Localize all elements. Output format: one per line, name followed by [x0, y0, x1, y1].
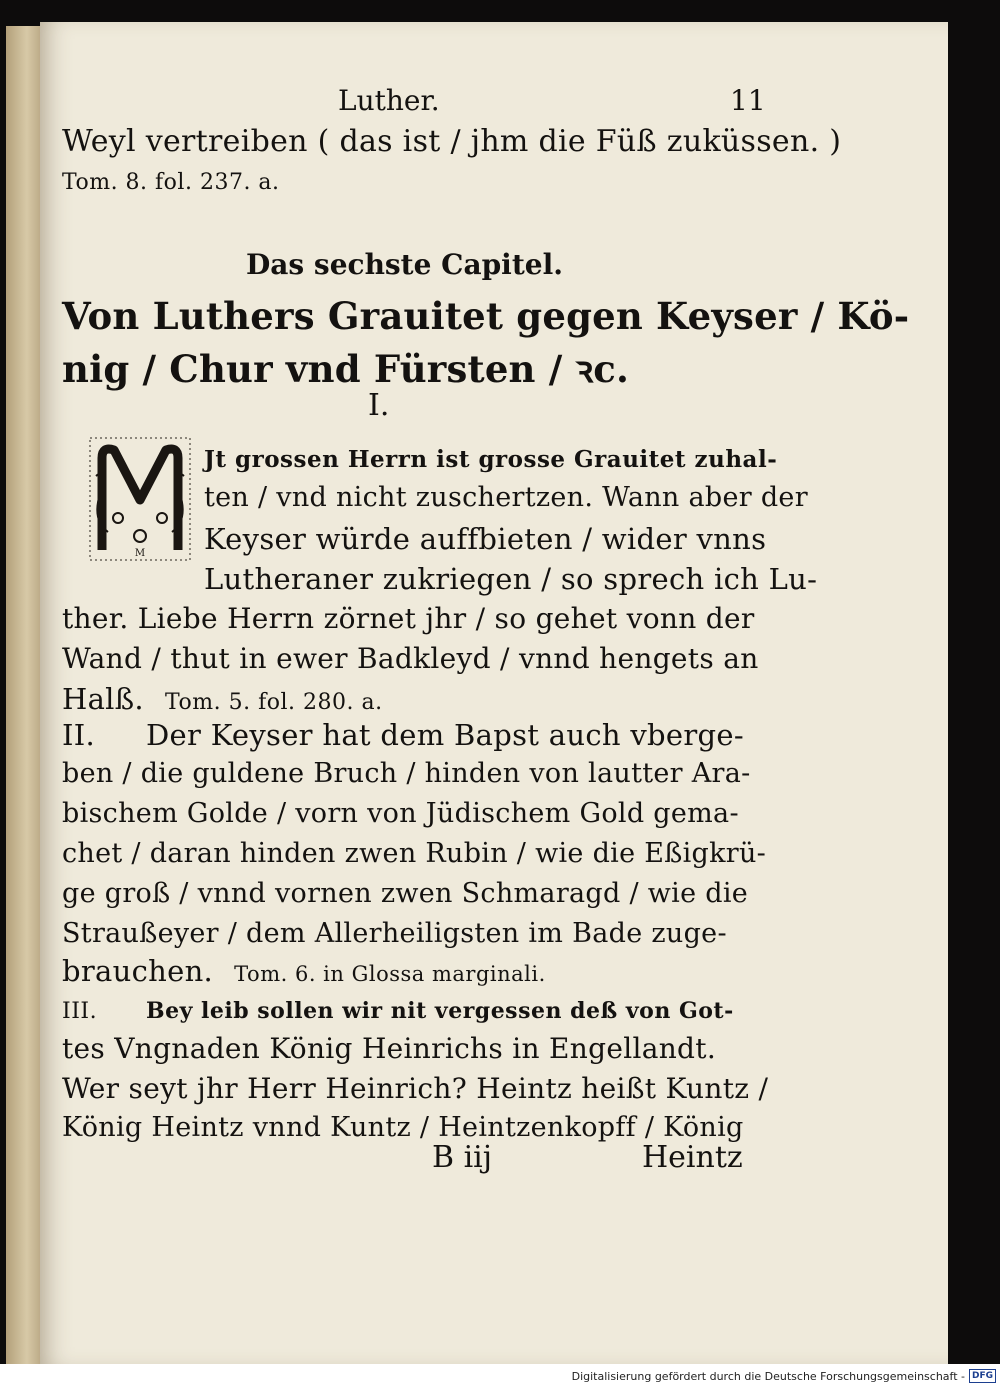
running-head: Luther.: [338, 84, 440, 117]
text-line: chet / daran hinden zwen Rubin / wie die Eßigkrü-: [62, 838, 767, 869]
text-line: Weyl vertreiben ( das ist / jhm die Füß zuküssen. ): [62, 124, 842, 159]
chapter-label: Das sechste Capitel.: [246, 248, 563, 281]
credit-text: Digitalisierung gefördert durch die Deutsche Forschungsgemeinschaft -: [571, 1369, 965, 1383]
text-line: Wer seyt jhr Herr Heinrich? Heintz heißt Kuntz /: [62, 1072, 769, 1105]
paragraph-line: [62, 718, 744, 752]
text-line: ther. Liebe Herrn zörnet jhr / so gehet vonn der: [62, 602, 755, 635]
paragraph-numeral: III.: [62, 999, 98, 1024]
svg-text:M: M: [134, 548, 146, 559]
text-line: Keyser würde auffbieten / wider vnns: [204, 522, 767, 556]
text-line: Der Keyser hat dem Bapst auch vberge-: [146, 718, 744, 752]
text-line: brauchen.: [62, 954, 214, 988]
reference: Tom. 6. in Glossa marginali.: [234, 962, 546, 986]
paragraph-line: [62, 998, 734, 1024]
text-line: Straußeyer / dem Allerheiligsten im Bade zuge-: [62, 918, 727, 949]
text-line: Jt grossen Herrn ist grosse Grauitet zuhal-: [204, 446, 778, 473]
chapter-title-line: nig / Chur vnd Fürsten / ꝛc.: [62, 347, 630, 391]
text-line: Wand / thut in ewer Badkleyd / vnnd hengets an: [62, 642, 759, 675]
chapter-title-line: Von Luthers Grauitet gegen Keyser / Kö-: [62, 294, 910, 338]
reference: Tom. 5. fol. 280. a.: [165, 690, 383, 715]
text-line: ben / die guldene Bruch / hinden von lautter Ara-: [62, 758, 751, 789]
text-line: Halß.: [62, 682, 144, 716]
text-line-with-reference: [62, 682, 383, 716]
text-line-with-reference: [62, 954, 546, 988]
decorated-initial: [88, 436, 192, 562]
text-line: Lutheraner zukriegen / so sprech ich Lu-: [204, 562, 818, 596]
text-line: ten / vnd nicht zuschertzen. Wann aber der: [204, 482, 808, 513]
signature-mark: B iij: [432, 1140, 493, 1175]
section-numeral: I.: [368, 388, 390, 423]
text-line: bischem Golde / vorn von Jüdischem Gold gema-: [62, 798, 739, 829]
book-page: [40, 22, 948, 1364]
text-line: tes Vngnaden König Heinrichs in Engellandt.: [62, 1032, 717, 1065]
dfg-logo-icon: DFG: [969, 1369, 996, 1383]
paragraph-numeral: II.: [62, 718, 96, 752]
page-number: 11: [730, 84, 766, 117]
text-line: ge groß / vnnd vornen zwen Schmaragd / wie die: [62, 878, 749, 909]
catchword: Heintz: [642, 1140, 743, 1175]
decorated-initial-m-icon: [88, 436, 192, 562]
text-block: [62, 22, 910, 1364]
reference: Tom. 8. fol. 237. a.: [62, 170, 280, 195]
text-line: Bey leib sollen wir nit vergessen deß von Got-: [146, 998, 734, 1024]
text-line: König Heintz vnnd Kuntz / Heintzenkopff / König: [62, 1112, 744, 1143]
digitization-credit: [572, 1368, 996, 1384]
